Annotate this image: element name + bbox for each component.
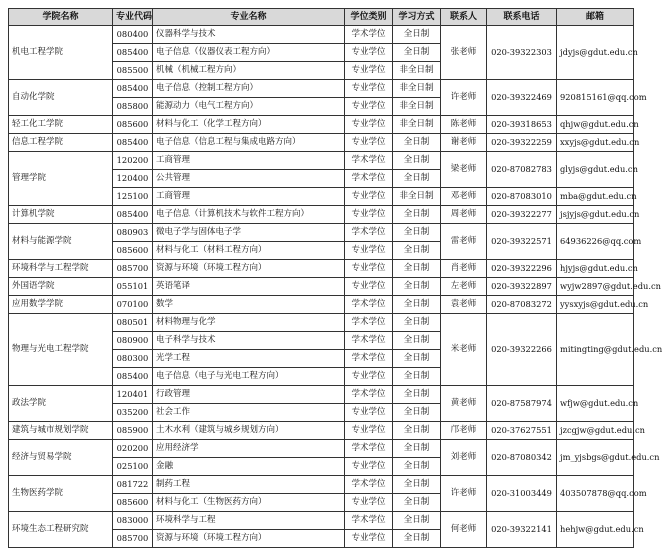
contact-phone: 020-39318653 (487, 116, 557, 134)
contact-person: 许老师 (441, 80, 487, 116)
study-mode: 全日制 (393, 242, 441, 260)
contact-phone: 020-39322259 (487, 134, 557, 152)
table-row (9, 26, 634, 44)
contact-phone: 020-87587974 (487, 386, 557, 422)
study-mode: 全日制 (393, 332, 441, 350)
degree-type: 专业学位 (345, 260, 393, 278)
contact-person: 左老师 (441, 278, 487, 296)
contact-phone: 020-37627551 (487, 422, 557, 440)
contact-email: hehjw@gdut.edu.cn (557, 512, 634, 548)
contact-person: 邝老师 (441, 422, 487, 440)
contact-phone: 020-87083010 (487, 188, 557, 206)
contact-phone: 020-39322469 (487, 80, 557, 116)
major-code: 080903 (113, 224, 153, 242)
major-code: 085400 (113, 206, 153, 224)
degree-type: 专业学位 (345, 242, 393, 260)
major-name: 土木水利（建筑与城乡规划方向） (153, 422, 345, 440)
degree-type: 专业学位 (345, 530, 393, 548)
major-name: 社会工作 (153, 404, 345, 422)
degree-type: 学术学位 (345, 314, 393, 332)
major-code: 085600 (113, 242, 153, 260)
college-name: 自动化学院 (9, 80, 113, 116)
degree-type: 学术学位 (345, 440, 393, 458)
contact-person: 周老师 (441, 206, 487, 224)
contact-person: 黄老师 (441, 386, 487, 422)
major-name: 工商管理 (153, 188, 345, 206)
degree-type: 学术学位 (345, 170, 393, 188)
study-mode: 全日制 (393, 152, 441, 170)
college-name: 建筑与城市规划学院 (9, 422, 113, 440)
contact-phone: 020-31003449 (487, 476, 557, 512)
study-mode: 全日制 (393, 476, 441, 494)
contact-email: 403507878@qq.com (557, 476, 634, 512)
contact-email: hjyjs@gdut.edu.cn (557, 260, 634, 278)
college-name: 应用数学学院 (9, 296, 113, 314)
table-row (9, 476, 634, 494)
contact-phone: 020-39322266 (487, 314, 557, 386)
contact-person: 谢老师 (441, 134, 487, 152)
major-name: 材料物理与化学 (153, 314, 345, 332)
degree-type: 学术学位 (345, 224, 393, 242)
major-code: 085400 (113, 134, 153, 152)
contact-email: mitingting@gdut.edu.cn (557, 314, 634, 386)
degree-type: 专业学位 (345, 44, 393, 62)
major-name: 电子信息（仪器仪表工程方向） (153, 44, 345, 62)
degree-type: 学术学位 (345, 386, 393, 404)
contact-person: 邓老师 (441, 188, 487, 206)
major-name: 电子信息（信息工程与集成电路方向） (153, 134, 345, 152)
contact-person: 肖老师 (441, 260, 487, 278)
header-mode: 学习方式 (393, 9, 441, 26)
degree-type: 学术学位 (345, 296, 393, 314)
major-code: 035200 (113, 404, 153, 422)
degree-type: 专业学位 (345, 98, 393, 116)
college-name: 环境生态工程研究院 (9, 512, 113, 548)
table-row (9, 206, 634, 224)
major-name: 材料与化工（材料工程方向） (153, 242, 345, 260)
study-mode: 全日制 (393, 26, 441, 44)
degree-type: 专业学位 (345, 134, 393, 152)
contact-person: 许老师 (441, 476, 487, 512)
degree-type: 学术学位 (345, 512, 393, 530)
major-name: 电子信息（计算机技术与软件工程方向） (153, 206, 345, 224)
major-name: 电子信息（控制工程方向） (153, 80, 345, 98)
major-name: 光学工程 (153, 350, 345, 368)
contact-phone: 020-39322277 (487, 206, 557, 224)
degree-type: 专业学位 (345, 278, 393, 296)
contact-person: 米老师 (441, 314, 487, 386)
major-name: 仪器科学与技术 (153, 26, 345, 44)
contact-phone: 020-87080342 (487, 440, 557, 476)
study-mode: 全日制 (393, 44, 441, 62)
table-row (9, 278, 634, 296)
degree-type: 专业学位 (345, 116, 393, 134)
contact-email: jm_yjsbgs@gdut.edu.cn (557, 440, 634, 476)
table-header-row (9, 9, 634, 26)
major-name: 金融 (153, 458, 345, 476)
contact-phone: 020-39322296 (487, 260, 557, 278)
table-row (9, 116, 634, 134)
contact-person: 张老师 (441, 26, 487, 80)
table-row (9, 296, 634, 314)
major-name: 英语笔译 (153, 278, 345, 296)
table-row (9, 152, 634, 170)
degree-type: 专业学位 (345, 206, 393, 224)
major-code: 070100 (113, 296, 153, 314)
header-contact: 联系人 (441, 9, 487, 26)
contact-phone: 020-39322897 (487, 278, 557, 296)
table-row (9, 224, 634, 242)
degree-type: 专业学位 (345, 80, 393, 98)
table-row (9, 386, 634, 404)
major-code: 055101 (113, 278, 153, 296)
majors-table (8, 8, 662, 548)
major-name: 应用经济学 (153, 440, 345, 458)
major-code: 085900 (113, 422, 153, 440)
degree-type: 学术学位 (345, 476, 393, 494)
study-mode: 全日制 (393, 350, 441, 368)
major-code: 120200 (113, 152, 153, 170)
contact-person: 刘老师 (441, 440, 487, 476)
major-name: 公共管理 (153, 170, 345, 188)
college-name: 信息工程学院 (9, 134, 113, 152)
major-name: 微电子学与固体电子学 (153, 224, 345, 242)
major-code: 120401 (113, 386, 153, 404)
major-code: 085700 (113, 260, 153, 278)
header-code: 专业代码 (113, 9, 153, 26)
study-mode: 全日制 (393, 260, 441, 278)
study-mode: 非全日制 (393, 62, 441, 80)
major-name: 资源与环境（环境工程方向） (153, 260, 345, 278)
college-name: 生物医药学院 (9, 476, 113, 512)
study-mode: 全日制 (393, 368, 441, 386)
contact-email: wfjw@gdut.edu.cn (557, 386, 634, 422)
college-name: 经济与贸易学院 (9, 440, 113, 476)
major-code: 080300 (113, 350, 153, 368)
table-row (9, 80, 634, 98)
table-row (9, 422, 634, 440)
college-name: 物理与光电工程学院 (9, 314, 113, 386)
study-mode: 非全日制 (393, 80, 441, 98)
study-mode: 全日制 (393, 494, 441, 512)
major-name: 环境科学与工程 (153, 512, 345, 530)
major-name: 电子信息（电子与光电工程方向） (153, 368, 345, 386)
study-mode: 全日制 (393, 224, 441, 242)
contact-email: qhjw@gdut.edu.cn (557, 116, 634, 134)
table-row (9, 260, 634, 278)
degree-type: 专业学位 (345, 188, 393, 206)
degree-type: 学术学位 (345, 152, 393, 170)
contact-phone: 020-39322571 (487, 224, 557, 260)
header-major: 专业名称 (153, 9, 345, 26)
study-mode: 全日制 (393, 170, 441, 188)
major-code: 085400 (113, 368, 153, 386)
contact-email: mba@gdut.edu.cn (557, 188, 634, 206)
college-name: 计算机学院 (9, 206, 113, 224)
college-name: 轻工化工学院 (9, 116, 113, 134)
degree-type: 学术学位 (345, 332, 393, 350)
header-college: 学院名称 (9, 9, 113, 26)
contact-person: 梁老师 (441, 152, 487, 188)
major-code: 085700 (113, 530, 153, 548)
major-name: 行政管理 (153, 386, 345, 404)
major-code: 120400 (113, 170, 153, 188)
table-row (9, 134, 634, 152)
major-code: 020200 (113, 440, 153, 458)
contact-email: jsjyjs@gdut.edu.cn (557, 206, 634, 224)
header-email: 邮箱 (557, 9, 634, 26)
study-mode: 全日制 (393, 206, 441, 224)
contact-email: jzcgjw@gdut.edu.cn (557, 422, 634, 440)
degree-type: 专业学位 (345, 62, 393, 80)
degree-type: 专业学位 (345, 404, 393, 422)
study-mode: 全日制 (393, 458, 441, 476)
degree-type: 学术学位 (345, 26, 393, 44)
header-degree: 学位类别 (345, 9, 393, 26)
college-name: 机电工程学院 (9, 26, 113, 80)
major-code: 085600 (113, 116, 153, 134)
contact-person: 陈老师 (441, 116, 487, 134)
major-name: 数学 (153, 296, 345, 314)
study-mode: 非全日制 (393, 98, 441, 116)
major-code: 083000 (113, 512, 153, 530)
major-name: 工商管理 (153, 152, 345, 170)
contact-email: glyjs@gdut.edu.cn (557, 152, 634, 188)
study-mode: 全日制 (393, 278, 441, 296)
contact-email: xxyjs@gdut.edu.cn (557, 134, 634, 152)
college-name: 管理学院 (9, 152, 113, 206)
degree-type: 学术学位 (345, 350, 393, 368)
contact-person: 袁老师 (441, 296, 487, 314)
study-mode: 全日制 (393, 134, 441, 152)
study-mode: 全日制 (393, 422, 441, 440)
study-mode: 全日制 (393, 386, 441, 404)
study-mode: 全日制 (393, 404, 441, 422)
degree-type: 专业学位 (345, 368, 393, 386)
college-name: 政法学院 (9, 386, 113, 422)
contact-phone: 020-87083272 (487, 296, 557, 314)
table-row (9, 512, 634, 530)
major-name: 电子科学与技术 (153, 332, 345, 350)
study-mode: 非全日制 (393, 188, 441, 206)
major-code: 085600 (113, 494, 153, 512)
major-code: 080501 (113, 314, 153, 332)
major-code: 085400 (113, 44, 153, 62)
major-name: 材料与化工（生物医药方向） (153, 494, 345, 512)
study-mode: 全日制 (393, 296, 441, 314)
major-name: 能源动力（电气工程方向） (153, 98, 345, 116)
table-row (9, 440, 634, 458)
contact-email: yysxyjs@gdut.edu.cn (557, 296, 634, 314)
degree-type: 专业学位 (345, 494, 393, 512)
study-mode: 全日制 (393, 530, 441, 548)
major-code: 085400 (113, 80, 153, 98)
major-code: 080900 (113, 332, 153, 350)
major-code: 081722 (113, 476, 153, 494)
major-name: 材料与化工（化学工程方向） (153, 116, 345, 134)
major-code: 025100 (113, 458, 153, 476)
contact-person: 何老师 (441, 512, 487, 548)
major-name: 机械（机械工程方向） (153, 62, 345, 80)
contact-email: 64936226@qq.com (557, 224, 634, 260)
contact-person: 雷老师 (441, 224, 487, 260)
college-name: 外国语学院 (9, 278, 113, 296)
major-code: 085500 (113, 62, 153, 80)
contact-phone: 020-39322303 (487, 26, 557, 80)
major-name: 制药工程 (153, 476, 345, 494)
study-mode: 全日制 (393, 512, 441, 530)
college-name: 材料与能源学院 (9, 224, 113, 260)
major-name: 资源与环境（环境工程方向） (153, 530, 345, 548)
major-code: 085800 (113, 98, 153, 116)
table-body (9, 26, 662, 548)
contact-email: 920815161@qq.com (557, 80, 634, 116)
major-code: 125100 (113, 188, 153, 206)
contact-phone: 020-87082783 (487, 152, 557, 188)
major-code: 080400 (113, 26, 153, 44)
study-mode: 非全日制 (393, 116, 441, 134)
table-row (9, 314, 634, 332)
contact-phone: 020-39322141 (487, 512, 557, 548)
study-mode: 全日制 (393, 314, 441, 332)
header-phone: 联系电话 (487, 9, 557, 26)
study-mode: 全日制 (393, 440, 441, 458)
contact-email: jdyjs@gdut.edu.cn (557, 26, 634, 80)
degree-type: 专业学位 (345, 422, 393, 440)
degree-type: 专业学位 (345, 458, 393, 476)
college-name: 环境科学与工程学院 (9, 260, 113, 278)
contact-email: wyjw2897@gdut.edu.cn (557, 278, 634, 296)
